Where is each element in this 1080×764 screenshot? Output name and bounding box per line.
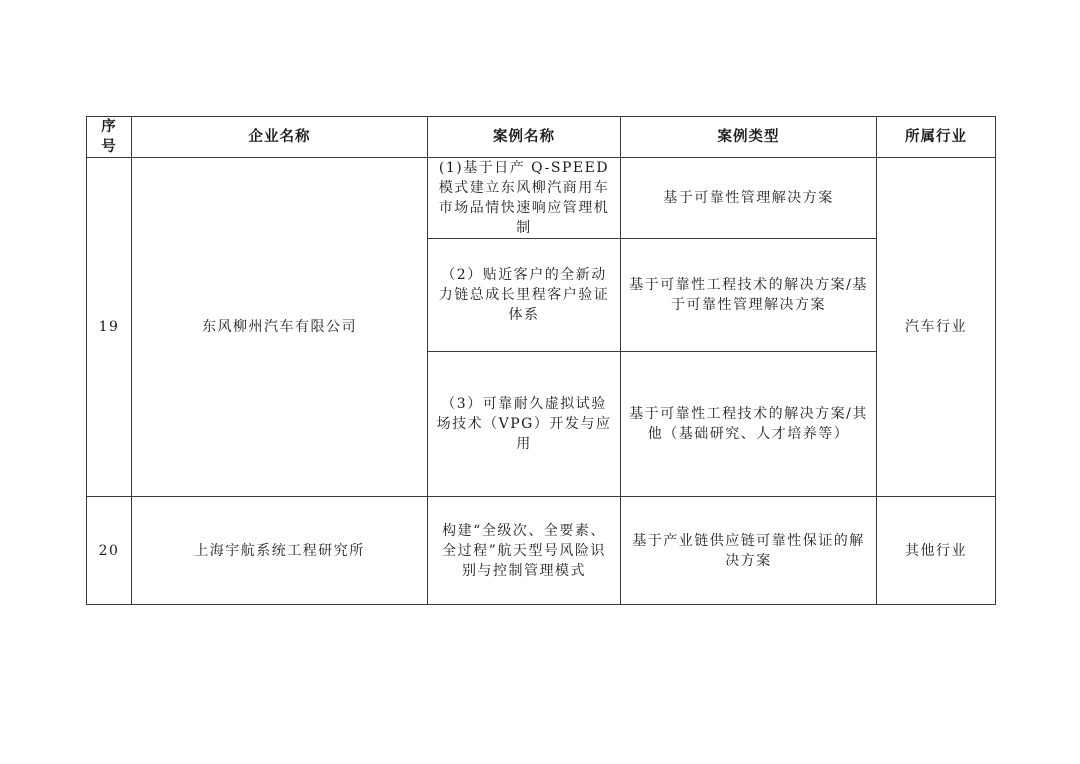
header-company: 企业名称 [132, 117, 428, 158]
table-row [87, 497, 996, 605]
table-row [87, 158, 996, 239]
case-name: （3）可靠耐久虚拟试验场技术（VPG）开发与应用 [428, 352, 621, 497]
case-type: 基于产业链供应链可靠性保证的解决方案 [621, 497, 877, 605]
header-industry: 所属行业 [877, 117, 996, 158]
case-type: 基于可靠性管理解决方案 [621, 158, 877, 239]
industry: 其他行业 [877, 497, 996, 605]
header-case-name: 案例名称 [428, 117, 621, 158]
case-name: 构建“全级次、全要素、全过程”航天型号风险识别与控制管理模式 [428, 497, 621, 605]
company-name: 上海宇航系统工程研究所 [132, 497, 428, 605]
row-number: 19 [87, 158, 132, 497]
table-header-row [87, 117, 996, 158]
industry: 汽车行业 [877, 158, 996, 497]
case-name: (1)基于日产 Q-SPEED 模式建立东风柳汽商用车市场品情快速响应管理机制 [428, 158, 621, 239]
header-no: 序号 [87, 117, 132, 158]
row-number: 20 [87, 497, 132, 605]
header-case-type: 案例类型 [621, 117, 877, 158]
company-name: 东风柳州汽车有限公司 [132, 158, 428, 497]
case-type: 基于可靠性工程技术的解决方案/基于可靠性管理解决方案 [621, 239, 877, 352]
case-name: （2）贴近客户的全新动力链总成长里程客户验证体系 [428, 239, 621, 352]
case-type: 基于可靠性工程技术的解决方案/其他（基础研究、人才培养等） [621, 352, 877, 497]
case-table [86, 116, 996, 605]
